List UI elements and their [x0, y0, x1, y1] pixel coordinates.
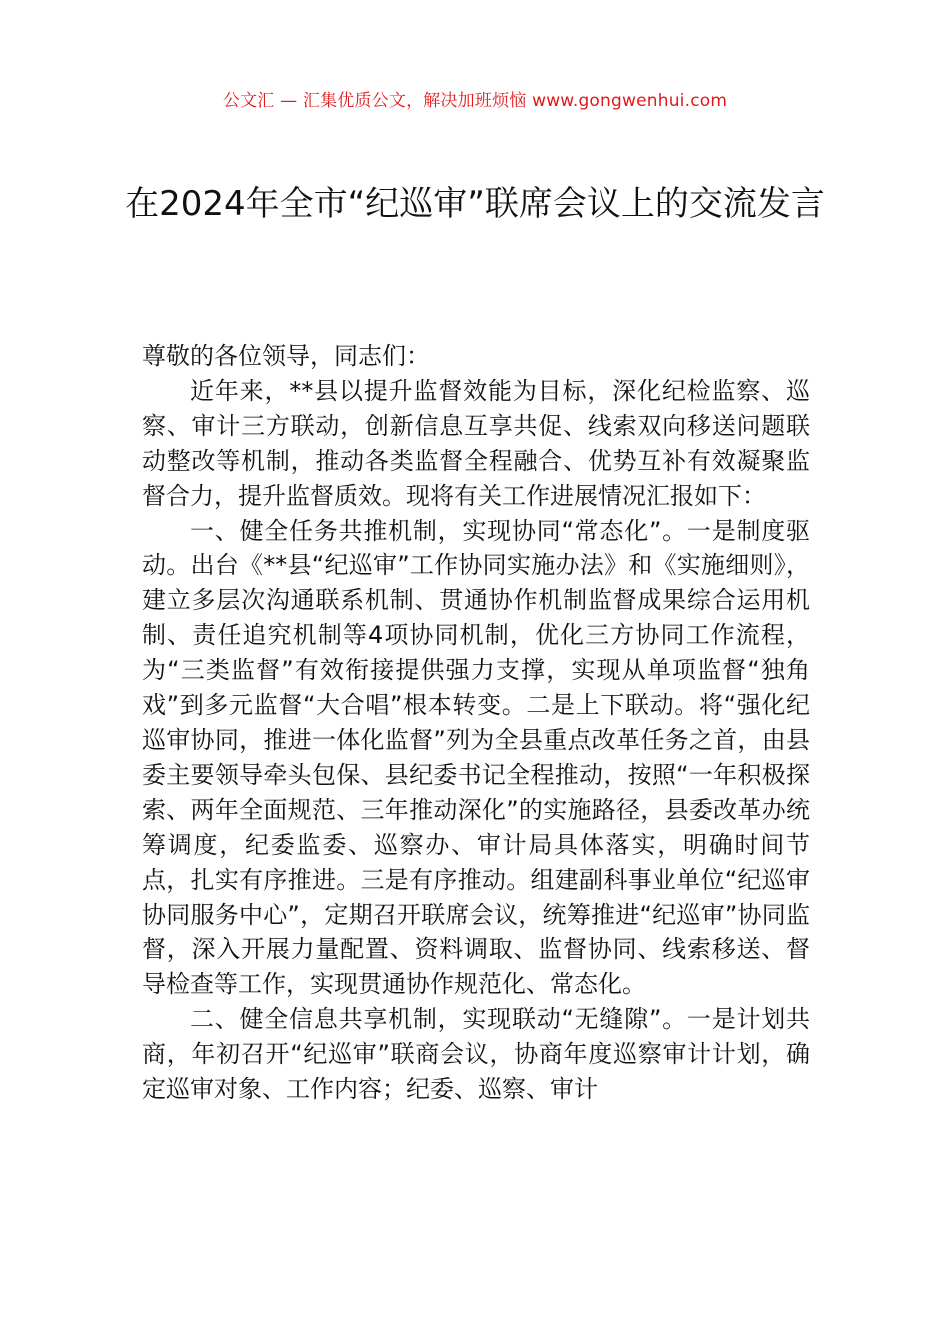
document-body — [142, 339, 810, 1107]
paragraph-section-2: 二、健全信息共享机制，实现联动“无缝隙”。一是计划共商，年初召开“纪巡审”联商会议，协商年度巡察审计计划，确定巡审对象、工作内容；纪委、巡察、审计 — [142, 1005, 810, 1104]
salutation: 尊敬的各位领导，同志们： — [142, 342, 430, 370]
paragraph-section-1: 一、健全任务共推机制，实现协同“常态化”。一是制度驱动。出台《**县“纪巡审”工作协同实施办法》和《实施细则》，建立多层次沟通联系机制、贯通协作机制监督成果综合运用机制、责任追究机制等4项协同机制，优化三方协同工作流程，为“三类监督”有效衔接提供强力支撑，实现从单项监督“独角戏”到多元监督“大合唱”根本转变。二是上下联动。将“强化纪巡审协同，推进一体化监督”列为全县重点改革任务之首，由县委主要领导牵头包保、县纪委书记全程推动，按照“一年积极探索、两年全面规范、三年推动深化”的实施路径，县委改革办统筹调度，纪委监委、巡察办、审计局具体落实，明确时间节点，扎实有序推进。三是有序推动。组建副科事业单位“纪巡审协同服务中心”，定期召开联席会议，统筹推进“纪巡审”协同监督，深入开展力量配置、资料调取、监督协同、线索移送、督导检查等工作，实现贯通协作规范化、常态化。 — [142, 516, 810, 999]
site-banner: 公文汇 — 汇集优质公文，解决加班烦恼 www.gongwenhui.com — [222, 91, 728, 111]
paragraph-intro: 近年来，**县以提升监督效能为目标，深化纪检监察、巡察、审计三方联动，创新信息互享共促、线索双向移送问题联动整改等机制，推动各类监督全程融合、优势互补有效凝聚监督合力，提升监督质效。现将有关工作进展情况汇报如下： — [142, 376, 810, 510]
document-title: 在2024年全市“纪巡审”联席会议上的交流发言 — [125, 184, 825, 224]
